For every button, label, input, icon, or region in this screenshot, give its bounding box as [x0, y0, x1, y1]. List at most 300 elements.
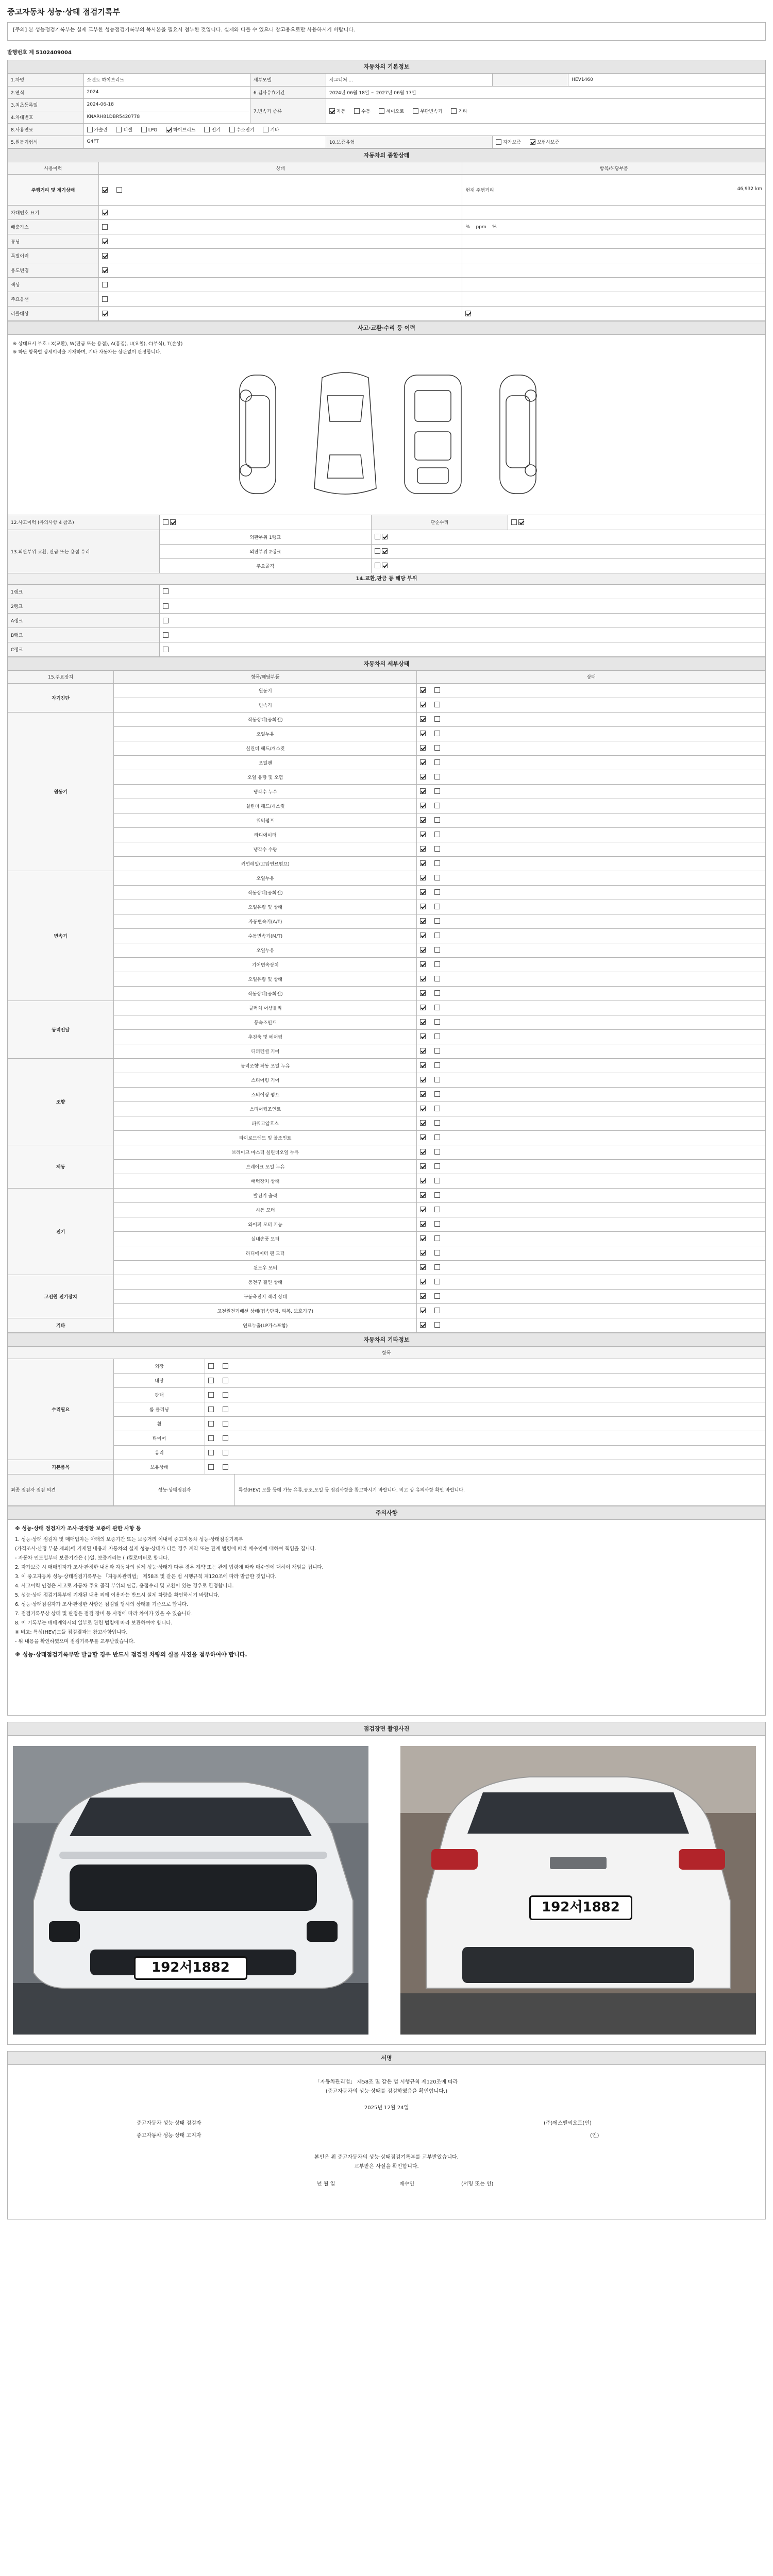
checkbox-icon[interactable] — [434, 716, 440, 722]
checkbox-icon[interactable] — [102, 224, 108, 230]
checkbox-icon[interactable] — [420, 990, 426, 996]
checkbox-icon[interactable] — [434, 1062, 440, 1068]
checkbox-icon[interactable] — [434, 933, 440, 938]
checkbox-icon[interactable] — [375, 563, 380, 568]
checkbox-icon[interactable] — [434, 788, 440, 794]
detail-state — [417, 885, 765, 900]
checkbox-icon[interactable] — [163, 647, 169, 652]
value-first-reg: 2024-06-18 — [83, 98, 250, 111]
notes-section — [7, 1506, 766, 1520]
exterior-title: 사고·교환·수리 등 이력 — [8, 321, 765, 335]
checkbox-icon[interactable] — [434, 1207, 440, 1212]
general-title: 자동차의 종합상태 — [8, 149, 765, 162]
other-col: 항목 — [8, 1347, 765, 1359]
checkbox-icon[interactable] — [434, 1221, 440, 1227]
buyer-date: 년 월 일 — [317, 2181, 335, 2187]
detail-state — [417, 900, 765, 914]
checkbox-icon[interactable] — [375, 534, 380, 539]
checkbox-icon[interactable] — [420, 745, 426, 751]
detail-item: 클러치 어셈블리 — [114, 1001, 417, 1015]
detail-state — [417, 827, 765, 842]
notes-line: (가격조사·산정 부분 제외)에 기재된 내용과 자동차의 실제 성능·상태가 다른 경우 계약 또는 관계 법령에 따라 매수인에 대하여 책임을 집니다. — [15, 1546, 316, 1552]
diagram-legend — [13, 340, 182, 357]
checkbox-icon[interactable] — [420, 1250, 426, 1256]
other-item: 내장 — [114, 1374, 205, 1388]
detail-state — [417, 770, 765, 784]
checkbox-icon[interactable] — [434, 1019, 440, 1025]
checkbox-icon[interactable] — [170, 519, 176, 525]
checkbox-icon[interactable] — [434, 947, 440, 953]
checkbox-icon[interactable] — [434, 731, 440, 736]
checkbox-icon[interactable] — [420, 759, 426, 765]
option-cvt[interactable]: 무단변속기 — [413, 108, 442, 114]
checkbox-icon[interactable] — [420, 1235, 426, 1241]
checkbox-icon — [102, 187, 108, 193]
receive-line-1: 본인은 위 중고자동차의 성능·상태점검기록부를 교부받았습니다. — [314, 2154, 459, 2160]
checkbox-icon[interactable] — [434, 976, 440, 981]
detail-item: 발전기 출력 — [114, 1188, 417, 1202]
checkbox-icon[interactable] — [434, 904, 440, 909]
rank1-state — [372, 530, 765, 544]
detail-item: 시동 모터 — [114, 1202, 417, 1217]
checkbox-icon[interactable] — [434, 1279, 440, 1284]
checkbox-icon[interactable] — [420, 933, 426, 938]
checkbox-icon[interactable] — [434, 1264, 440, 1270]
other-state — [205, 1359, 765, 1374]
checkbox-icon[interactable] — [434, 990, 440, 996]
checkbox-icon[interactable] — [434, 875, 440, 880]
other-state — [205, 1446, 765, 1460]
checkbox-icon[interactable] — [223, 1450, 228, 1455]
checkbox-icon[interactable] — [420, 860, 426, 866]
detail-state — [417, 1289, 765, 1303]
checkbox-icon[interactable] — [434, 860, 440, 866]
checkbox-icon[interactable] — [420, 1279, 426, 1284]
exterior-section — [7, 321, 766, 657]
label-transmission: 7.변속기 종류 — [250, 98, 326, 123]
sign-decl-1: 「자동차관리법」 제58조 및 같은 법 시행규칙 제120조에 따라 — [315, 2079, 458, 2085]
state-cell — [98, 206, 462, 220]
car-top-rear-icon — [405, 375, 461, 494]
detail-item: 냉각수 수량 — [114, 842, 417, 856]
checkbox-icon[interactable] — [420, 1005, 426, 1010]
detail-item: 추진축 및 베어링 — [114, 1029, 417, 1044]
other-item: 광택 — [114, 1388, 205, 1402]
detail-item: 오일누유 — [114, 726, 417, 741]
checkbox-icon[interactable] — [420, 846, 426, 852]
detail-item: 원동기 — [114, 683, 417, 698]
checkbox-icon[interactable] — [223, 1392, 228, 1398]
part-row: 2랭크 — [8, 599, 159, 614]
checkbox-icon — [379, 108, 384, 114]
checkbox-icon[interactable] — [420, 1033, 426, 1039]
checkbox-icon[interactable] — [420, 774, 426, 779]
general-row-2: 배출가스 — [8, 220, 98, 234]
checkbox-icon[interactable] — [223, 1464, 228, 1470]
checkbox-icon[interactable] — [223, 1406, 228, 1412]
detail-state — [417, 1202, 765, 1217]
part-row: C랭크 — [8, 642, 159, 657]
checkbox-icon[interactable] — [420, 904, 426, 909]
checkbox-icon[interactable] — [420, 1134, 426, 1140]
other-state — [205, 1431, 765, 1446]
label-car-name: 1.차명 — [8, 74, 83, 86]
checkbox-icon[interactable] — [420, 817, 426, 823]
general-row-3: 튜닝 — [8, 234, 98, 249]
general-row-4: 특별이력 — [8, 249, 98, 263]
checkbox-icon[interactable] — [102, 267, 108, 273]
accident-table — [8, 515, 765, 573]
label-fuel: 8.사용연료 — [8, 123, 83, 135]
photos-title: 점검장면 촬영사진 — [8, 1722, 765, 1736]
checkbox-icon[interactable] — [208, 1450, 214, 1455]
detail-state — [417, 755, 765, 770]
detail-state — [417, 698, 765, 712]
checkbox-icon[interactable] — [434, 774, 440, 779]
general-col-note: 항목/해당부품 — [462, 162, 765, 175]
checkbox-icon[interactable] — [420, 1207, 426, 1212]
detail-item: 냉각수 누수 — [114, 784, 417, 799]
warranty-options — [493, 135, 765, 148]
checkbox-icon[interactable] — [163, 603, 169, 609]
checkbox-icon — [329, 108, 335, 114]
notes-line: 3. 이 중고자동차 성능·상태점검기록부는 「자동차관리법」 제58조 및 같은 법 시행규칙 제120조에 따라 발급한 것입니다. — [15, 1573, 277, 1580]
rank2-label: 외판부위 2랭크 — [159, 544, 372, 558]
other-group: 수리필요 — [8, 1359, 114, 1460]
checkbox-icon[interactable] — [434, 961, 440, 967]
checkbox-icon[interactable] — [420, 918, 426, 924]
general-table — [8, 162, 765, 321]
notes-line: 1. 성능·상태 점검자 및 매매업자는 아래의 보증기간 또는 보증거리 이내에 중고자동차 성능·상태점검기록부 — [15, 1536, 243, 1543]
emission-cell: % ppm % — [462, 220, 765, 234]
opinion-sub: 성능·상태점검자 — [114, 1475, 235, 1505]
checkbox-icon[interactable] — [434, 817, 440, 823]
checkbox-icon[interactable] — [102, 239, 108, 244]
option-lpg[interactable]: LPG — [141, 127, 157, 133]
checkbox-icon[interactable] — [434, 687, 440, 693]
checkbox-icon[interactable] — [434, 1106, 440, 1111]
checkbox-icon[interactable] — [434, 1308, 440, 1313]
detail-group: 전기 — [8, 1188, 114, 1275]
other-state — [205, 1417, 765, 1431]
checkbox-icon[interactable] — [434, 1322, 440, 1328]
detail-state — [417, 1015, 765, 1029]
checkbox-icon[interactable] — [163, 519, 169, 525]
detail-state — [417, 741, 765, 755]
note-cell — [462, 278, 765, 292]
sign-section — [7, 2051, 766, 2065]
detail-item: 동력조향 작동 오일 누유 — [114, 1058, 417, 1073]
general-section — [7, 148, 766, 321]
checkbox-icon[interactable] — [382, 548, 388, 554]
checkbox-icon[interactable] — [420, 1019, 426, 1025]
checkbox-icon[interactable] — [434, 1005, 440, 1010]
document-number-value: 5102409004 — [36, 50, 72, 56]
checkbox-icon[interactable] — [102, 282, 108, 287]
state-cell — [98, 278, 462, 292]
option-diesel[interactable]: 디젤 — [116, 126, 132, 133]
option-good[interactable] — [102, 187, 109, 193]
other-item: 휠 — [114, 1417, 205, 1431]
detail-item: 라디에이터 팬 모터 — [114, 1246, 417, 1260]
checkbox-icon[interactable] — [102, 296, 108, 302]
detail-group: 고전원 전기장치 — [8, 1275, 114, 1318]
checkbox-icon[interactable] — [434, 1091, 440, 1097]
value-validity: 2024년 06월 18일 ~ 2027년 06월 17일 — [326, 86, 765, 98]
detail-state — [417, 1159, 765, 1174]
parts-table — [8, 585, 765, 657]
checkbox-icon[interactable] — [223, 1435, 228, 1441]
detail-item: 오일팬 — [114, 755, 417, 770]
receive-line-2: 교부받은 사실을 확인합니다. — [354, 2163, 419, 2170]
checkbox-icon[interactable] — [434, 846, 440, 852]
checkbox-icon[interactable] — [420, 889, 426, 895]
detail-item: 파워고압호스 — [114, 1116, 417, 1130]
legend-line-1: ※ 상태표시 부호 : X(교환), W(판금 또는 용접), A(흠집), U(요철), C(부식), T(손상) — [13, 342, 183, 347]
checkbox-icon[interactable] — [420, 1106, 426, 1111]
checkbox-icon[interactable] — [434, 1192, 440, 1198]
other-group: 기본품목 — [8, 1460, 114, 1475]
checkbox-icon[interactable] — [434, 1120, 440, 1126]
detail-item: 라디에이터 — [114, 827, 417, 842]
notes-title: 주의사항 — [8, 1506, 765, 1520]
checkbox-icon[interactable] — [420, 1264, 426, 1270]
detail-item: 실린더 헤드/개스킷 — [114, 799, 417, 813]
detail-group: 동력전달 — [8, 1001, 114, 1058]
rear-car-photo — [400, 1746, 756, 2035]
checkbox-icon[interactable] — [420, 1048, 426, 1054]
opinion-label: 최종 점검자 점검 의견 — [8, 1475, 114, 1505]
checkbox-icon[interactable] — [102, 210, 108, 215]
general-row-8: 리콜대상 — [8, 307, 98, 321]
checkbox-icon[interactable] — [434, 1250, 440, 1256]
checkbox-icon[interactable] — [420, 1091, 426, 1097]
front-license-plate: 192서1882 — [134, 1956, 247, 1980]
checkbox-icon[interactable] — [434, 1149, 440, 1155]
other-item: 보유상태 — [114, 1460, 205, 1475]
checkbox-icon — [116, 127, 122, 132]
checkbox-icon[interactable] — [208, 1392, 214, 1398]
checkbox-icon[interactable] — [518, 519, 524, 525]
checkbox-icon[interactable] — [420, 1149, 426, 1155]
state-cell — [98, 220, 462, 234]
option-etc[interactable]: 기타 — [451, 108, 467, 114]
detail-state — [417, 1231, 765, 1246]
checkbox-icon[interactable] — [208, 1406, 214, 1412]
detail-item: 오일유량 및 상태 — [114, 972, 417, 986]
sign-date: 2025년 12월 24일 — [364, 2105, 409, 2111]
detail-state — [417, 914, 765, 928]
accident-state — [159, 515, 372, 530]
general-row-1: 차대번호 표기 — [8, 206, 98, 220]
detail-state — [417, 726, 765, 741]
detail-item: 와이퍼 모터 기능 — [114, 1217, 417, 1231]
part-cell — [159, 614, 765, 628]
other-section — [7, 1333, 766, 1506]
checkbox-icon[interactable] — [223, 1363, 228, 1369]
checkbox-icon[interactable] — [420, 875, 426, 880]
detail-col-2: 항목/해당부품 — [114, 671, 417, 683]
checkbox-icon[interactable] — [208, 1421, 214, 1427]
part-cell — [159, 642, 765, 657]
checkbox-icon[interactable] — [434, 759, 440, 765]
general-row-6: 색상 — [8, 278, 98, 292]
checkbox-icon[interactable] — [434, 1235, 440, 1241]
detail-item: 구동축전지 격리 상태 — [114, 1289, 417, 1303]
note-cell — [462, 263, 765, 278]
detail-item: 자동변속기(A/T) — [114, 914, 417, 928]
detail-state — [417, 1145, 765, 1159]
checkbox-icon[interactable] — [420, 1120, 426, 1126]
checkbox-icon[interactable] — [208, 1464, 214, 1470]
checkbox-icon[interactable] — [208, 1435, 214, 1441]
checkbox-icon[interactable] — [420, 1322, 426, 1328]
detail-col-3: 상태 — [417, 671, 765, 683]
checkbox-icon[interactable] — [420, 1077, 426, 1082]
checkbox-icon[interactable] — [163, 632, 169, 638]
option-electric[interactable]: 전기 — [204, 126, 220, 133]
detail-item: 오일누유 — [114, 871, 417, 885]
part-cell — [159, 585, 765, 599]
checkbox-icon[interactable] — [420, 731, 426, 736]
notice-box: [주의] 본 성능점검기록부는 실제 교부한 성능점검기록부의 복사본을 필요시 첨부한 것입니다. 실제와 다를 수 있으니 참고용으로만 사용하시기 바랍니다. — [7, 22, 766, 41]
buyer-label: 매수인 — [399, 2181, 414, 2187]
detail-title: 자동차의 세부상태 — [8, 657, 765, 671]
option-self-warranty[interactable]: 자가보증 — [496, 139, 521, 145]
checkbox-icon[interactable] — [420, 832, 426, 837]
general-col-state: 상태 — [98, 162, 462, 175]
option-semi[interactable]: 세미오토 — [379, 108, 404, 114]
checkbox-icon[interactable] — [420, 1062, 426, 1068]
checkbox-icon[interactable] — [434, 803, 440, 808]
checkbox-icon[interactable] — [420, 1293, 426, 1299]
checkbox-icon — [354, 108, 360, 114]
opinion-table — [8, 1475, 765, 1506]
checkbox-icon[interactable] — [420, 803, 426, 808]
checkbox-icon[interactable] — [434, 1033, 440, 1039]
option-manual[interactable]: 수동 — [354, 108, 370, 114]
notes-line: 7. 점검기록부상 상태 및 판정은 점검 장비 등 사정에 따라 차이가 있을 수 있습니다. — [15, 1611, 193, 1617]
front-car-illustration — [13, 1746, 368, 2035]
buyer-sign[interactable]: (서명 또는 인) — [461, 2181, 494, 2187]
detail-state — [417, 1246, 765, 1260]
checkbox-icon[interactable] — [434, 889, 440, 895]
detail-group: 제동 — [8, 1145, 114, 1188]
checkbox-icon[interactable] — [511, 519, 517, 525]
checkbox-icon[interactable] — [102, 311, 108, 316]
checkbox-icon[interactable] — [420, 687, 426, 693]
detail-state — [417, 1116, 765, 1130]
detail-state — [417, 1101, 765, 1116]
option-auto[interactable]: 자동 — [329, 108, 345, 114]
checkbox-icon[interactable] — [223, 1378, 228, 1383]
checkbox-icon[interactable] — [420, 1178, 426, 1183]
checkbox-icon[interactable] — [434, 1077, 440, 1082]
label-empty — [493, 74, 568, 86]
option-fuel-etc[interactable]: 기타 — [263, 126, 279, 133]
note-cell — [462, 234, 765, 249]
notes-line: 2. 자가보증 시 매매업자가 조사·판정한 내용과 자동차의 실제 성능·상태가 다른 경우 계약 또는 관계 법령에 따라 매수인에 대하여 책임을 집니다. — [15, 1564, 324, 1570]
option-hybrid[interactable]: 하이브리드 — [166, 126, 195, 133]
detail-item: 타이로드엔드 및 볼조인트 — [114, 1130, 417, 1145]
other-state — [205, 1374, 765, 1388]
checkbox-icon[interactable] — [434, 918, 440, 924]
detail-item: 실린더 헤드/개스킷 — [114, 741, 417, 755]
checkbox-icon[interactable] — [434, 832, 440, 837]
odometer-value: 46,932 km — [737, 187, 762, 192]
basic-info-section — [7, 60, 766, 148]
detail-group: 변속기 — [8, 871, 114, 1001]
checkbox-icon[interactable] — [434, 702, 440, 707]
checkbox-icon[interactable] — [434, 1163, 440, 1169]
label-engine: 5.원동기형식 — [8, 135, 83, 148]
odometer-state — [98, 175, 462, 206]
checkbox-icon[interactable] — [420, 716, 426, 722]
checkbox-icon[interactable] — [434, 745, 440, 751]
other-title: 자동차의 기타정보 — [8, 1333, 765, 1347]
checkbox-icon[interactable] — [420, 976, 426, 981]
checkbox-icon[interactable] — [102, 253, 108, 259]
checkbox-icon[interactable] — [420, 1192, 426, 1198]
checkbox-icon[interactable] — [434, 1134, 440, 1140]
checkbox-icon[interactable] — [420, 947, 426, 953]
part-row: 1랭크 — [8, 585, 159, 599]
value-year: 2024 — [83, 86, 250, 98]
checkbox-icon[interactable] — [434, 1048, 440, 1054]
car-diagram-area — [8, 335, 765, 515]
detail-item: 작동상태(공회전) — [114, 712, 417, 726]
detail-item: 브레이크 마스터 실린더오일 누유 — [114, 1145, 417, 1159]
state-cell — [98, 307, 462, 321]
notifier-label: 중고자동차 성능·상태 고지자 — [137, 2132, 201, 2139]
notes-tail: ※ 성능·상태점검기록부만 발급할 경우 반드시 점검된 차량의 실물 사진을 첨부하여야 합니다. — [15, 1651, 247, 1658]
option-insurance-warranty[interactable]: 보험사보증 — [530, 139, 559, 145]
option-bad[interactable] — [116, 187, 124, 193]
detail-state — [417, 1001, 765, 1015]
checkbox-icon[interactable] — [420, 1163, 426, 1169]
checkbox-icon[interactable] — [420, 1308, 426, 1313]
checkbox-icon[interactable] — [420, 1221, 426, 1227]
checkbox-icon[interactable] — [420, 702, 426, 707]
repair-label: 단순수리 — [372, 515, 508, 530]
checkbox-icon[interactable] — [382, 534, 388, 539]
checkbox-icon[interactable] — [208, 1363, 214, 1369]
checkbox-icon[interactable] — [208, 1378, 214, 1383]
checkbox-icon[interactable] — [375, 548, 380, 554]
label-warranty: 10.보증유형 — [326, 135, 492, 148]
note-cell — [462, 249, 765, 263]
option-hydrogen[interactable]: 수소전기 — [229, 126, 255, 133]
other-state — [205, 1388, 765, 1402]
checkbox-icon[interactable] — [434, 1178, 440, 1183]
checkbox-icon[interactable] — [223, 1421, 228, 1427]
detail-state — [417, 799, 765, 813]
option-gasoline[interactable]: 가솔린 — [87, 126, 108, 133]
checkbox-icon[interactable] — [420, 961, 426, 967]
checkbox-icon[interactable] — [434, 1293, 440, 1299]
checkbox-icon — [229, 127, 235, 132]
checkbox-icon[interactable] — [420, 788, 426, 794]
checkbox-icon[interactable] — [382, 563, 388, 568]
checkbox-icon[interactable] — [163, 588, 169, 594]
note-cell — [462, 206, 765, 220]
detail-group: 기타 — [8, 1318, 114, 1332]
document-page — [7, 5, 766, 2219]
checkbox-icon[interactable] — [163, 618, 169, 623]
checkbox-icon[interactable] — [465, 311, 471, 316]
notes-line: - 자동차 인도일부터 보증기간은 ( )일, 보증거리는 ( )킬로미터로 합니다. — [15, 1555, 170, 1561]
detail-state — [417, 842, 765, 856]
